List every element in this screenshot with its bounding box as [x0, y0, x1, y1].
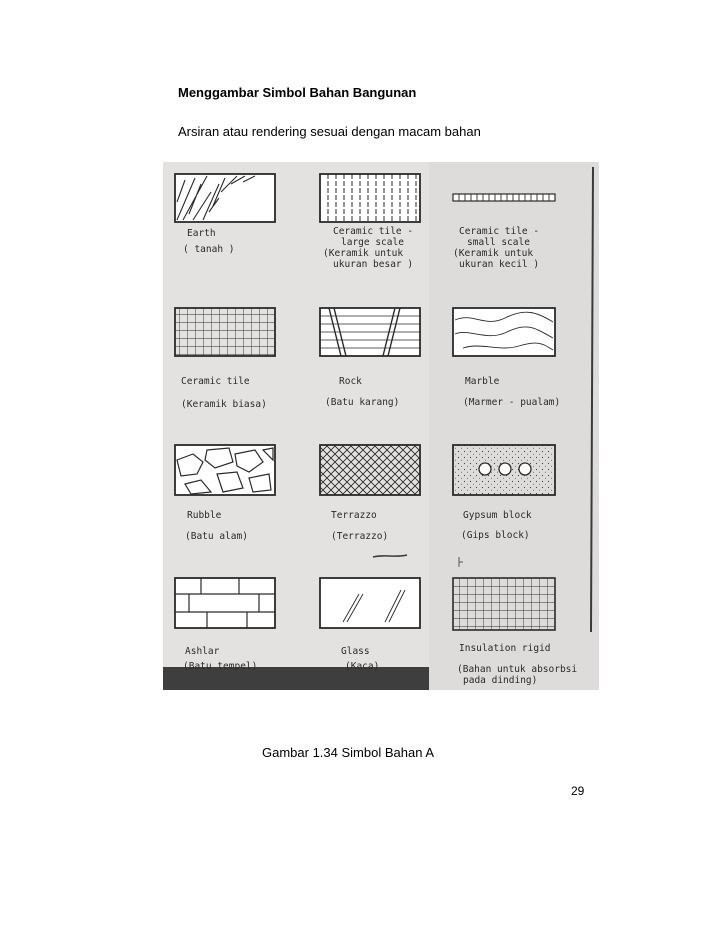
symbol-sub-ashlar: (Batu tempel): [183, 661, 258, 672]
symbol-label-rock: Rock: [339, 376, 362, 387]
symbol-sub-ceramic-large-1: large scale: [341, 237, 404, 248]
symbol-label-ceramic-large: Ceramic tile -: [333, 226, 414, 237]
symbol-label-glass: Glass: [341, 646, 370, 657]
ceramic-tile-large-scale-symbol: [320, 174, 420, 222]
earth-symbol: [175, 174, 275, 222]
symbol-sub-earth: ( tanah ): [183, 244, 235, 255]
symbol-label-ceramic-small: Ceramic tile -: [459, 226, 540, 237]
symbol-sub-ceramic-large-2: (Keramik untuk: [323, 248, 404, 259]
rock-symbol: [320, 308, 420, 356]
marble-symbol: [453, 308, 555, 356]
symbol-sub-ceramic-small-2: (Keramik untuk: [453, 248, 534, 259]
symbol-label-terrazzo: Terrazzo: [331, 510, 377, 521]
insulation-rigid-symbol: [453, 578, 555, 630]
symbol-label-rubble: Rubble: [187, 510, 222, 521]
ashlar-symbol: [175, 578, 275, 628]
gypsum-block-symbol: [453, 445, 555, 495]
ceramic-tile-small-scale-symbol: [453, 194, 555, 201]
symbol-sub-ceramic-tile: (Keramik biasa): [181, 399, 267, 410]
symbol-sub-ceramic-small-3: ukuran kecil ): [459, 259, 540, 270]
symbol-sub-terrazzo: (Terrazzo): [331, 531, 389, 542]
symbol-label-ashlar: Ashlar: [185, 646, 220, 657]
symbol-sub-insulation-2: pada dinding): [463, 675, 538, 686]
symbol-sub-ceramic-small-1: small scale: [467, 237, 530, 248]
terrazzo-symbol: [320, 445, 420, 495]
symbol-label-earth: Earth: [187, 228, 216, 239]
symbol-sub-glass: (Kaca): [345, 661, 380, 672]
symbol-sub-marble: (Marmer - pualam): [463, 397, 561, 408]
symbol-sub-insulation-1: (Bahan untuk absorbsi: [457, 664, 578, 675]
figure-caption: Gambar 1.34 Simbol Bahan A: [262, 745, 434, 760]
symbol-sub-gypsum: (Gips block): [461, 530, 530, 541]
ceramic-tile-symbol: [175, 308, 275, 356]
symbol-sub-rubble: (Batu alam): [185, 531, 248, 542]
symbol-sub-rock: (Batu karang): [325, 397, 400, 408]
symbol-label-marble: Marble: [465, 376, 500, 387]
section-lead-text: Arsiran atau rendering sesuai dengan macam bahan: [178, 124, 481, 139]
symbol-label-insulation: Insulation rigid: [459, 643, 551, 654]
material-symbols-figure: [163, 162, 599, 690]
symbol-sub-ceramic-large-3: ukuran besar ): [333, 259, 414, 270]
rubble-symbol: [175, 445, 275, 495]
section-heading: Menggambar Simbol Bahan Bangunan: [178, 85, 417, 100]
symbol-label-ceramic-tile: Ceramic tile: [181, 376, 250, 387]
glass-symbol: [320, 578, 420, 628]
page-number: 29: [571, 784, 585, 798]
symbol-label-gypsum: Gypsum block: [463, 510, 532, 521]
